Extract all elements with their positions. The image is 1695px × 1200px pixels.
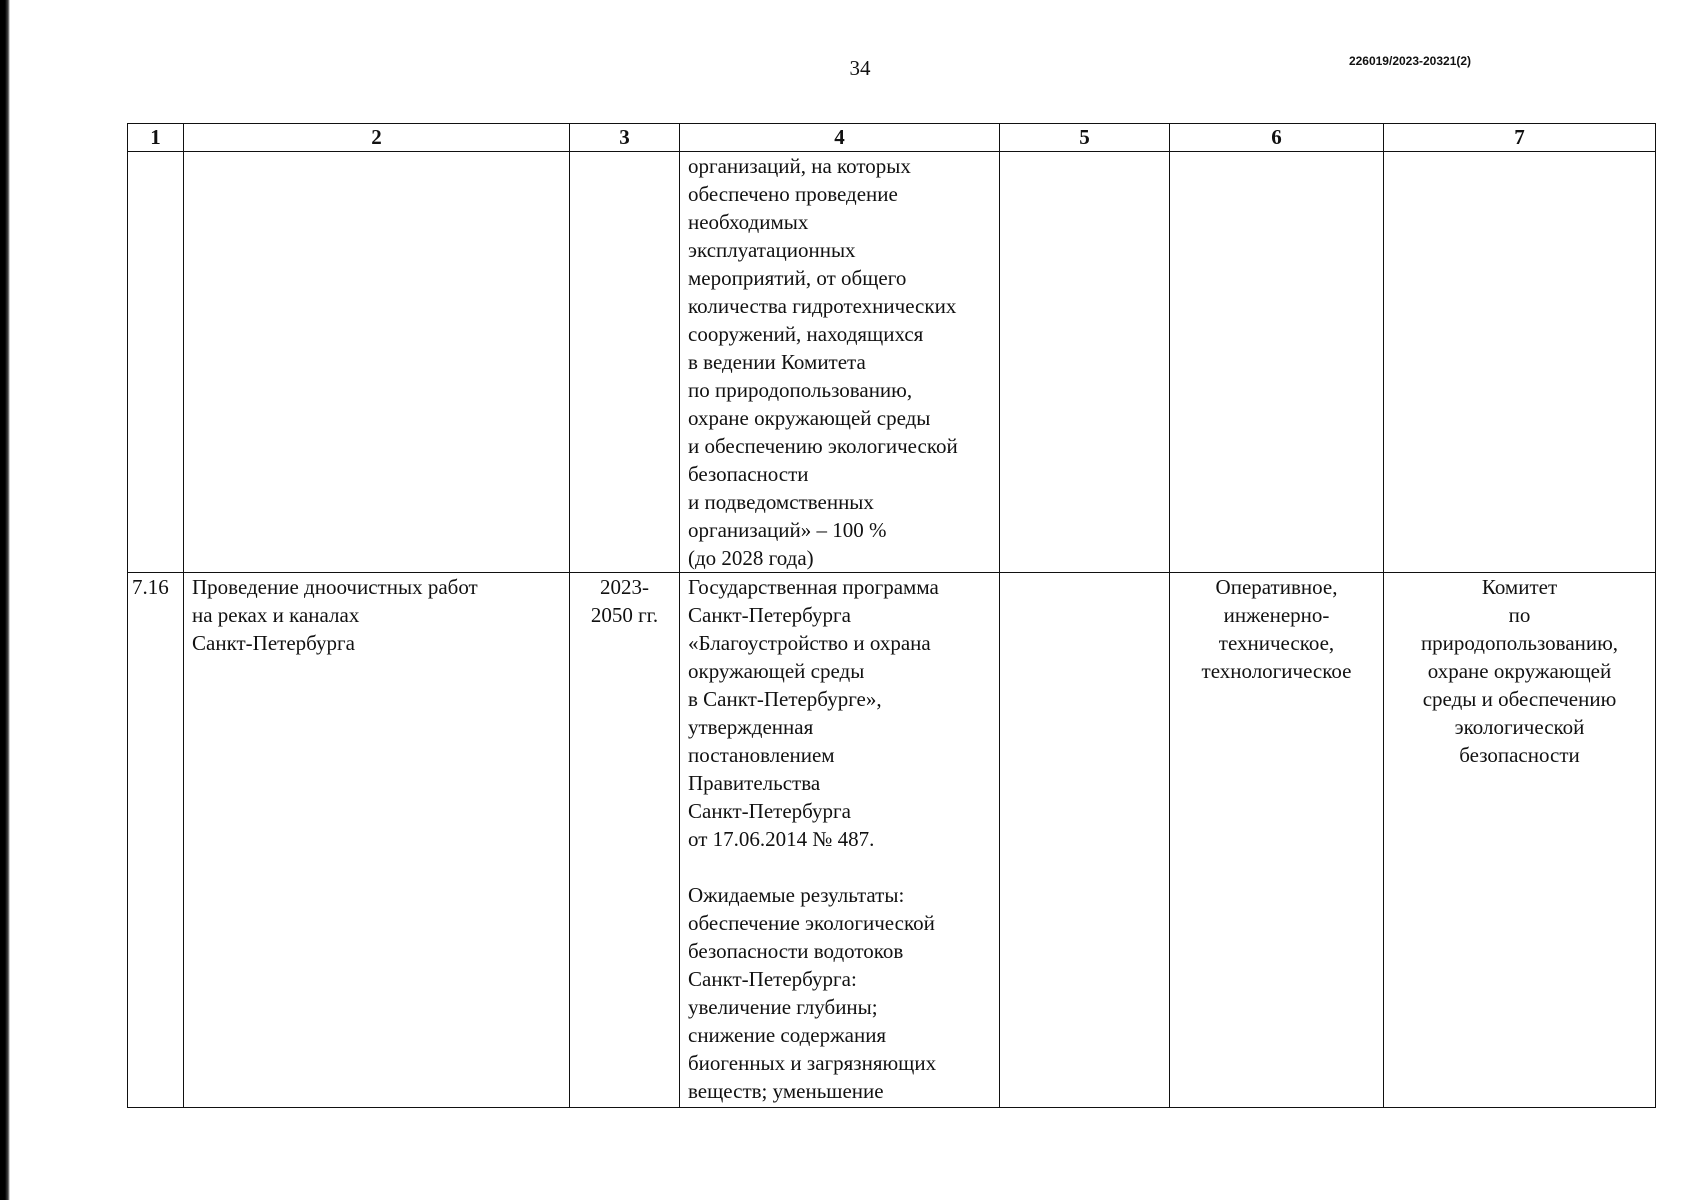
cell-responsible: Комитет по природопользованию, охране окружающей среды и обеспечению экологической безопасности bbox=[1384, 573, 1656, 1108]
cell-direction bbox=[1170, 152, 1384, 573]
column-header-5: 5 bbox=[1000, 124, 1170, 152]
table-row-7-16 bbox=[128, 573, 1656, 1108]
column-header-2: 2 bbox=[184, 124, 570, 152]
cell-number bbox=[128, 152, 184, 573]
cell-responsible bbox=[1384, 152, 1656, 573]
cell-number: 7.16 bbox=[128, 573, 184, 1108]
cell-col5 bbox=[1000, 152, 1170, 573]
table-header-row bbox=[128, 124, 1656, 152]
cell-period: 2023- 2050 гг. bbox=[570, 573, 680, 1108]
scan-edge-shadow bbox=[0, 0, 10, 1200]
cell-program-results: организаций, на которых обеспечено проведение необходимых эксплуатационных мероприятий, от общего количества гидротехнических сооружений, находящихся в ведении Комитета по природопользованию, охране окружающей среды и обеспечению экологической безопасности и подведомственных организаций» – 100 % (до 2028 года) bbox=[680, 152, 1000, 573]
column-header-6: 6 bbox=[1170, 124, 1384, 152]
table-row-continued bbox=[128, 152, 1656, 573]
cell-col5 bbox=[1000, 573, 1170, 1108]
cell-program-results: Государственная программа Санкт-Петербурга «Благоустройство и охрана окружающей среды в Санкт-Петербурге», утвержденная постановлением Правительства Санкт-Петербурга от 17.06.2014 № 487. Ожидаемые результаты: обеспечение экологической безопасности водотоков Санкт-Петербурга: увеличение глубины; снижение содержания биогенных и загрязняющих веществ; уменьшение bbox=[680, 573, 1000, 1108]
document-id: 226019/2023-20321(2) bbox=[1348, 54, 1472, 68]
column-header-4: 4 bbox=[680, 124, 1000, 152]
plan-table bbox=[127, 123, 1656, 1108]
column-header-3: 3 bbox=[570, 124, 680, 152]
cell-activity bbox=[184, 152, 570, 573]
column-header-7: 7 bbox=[1384, 124, 1656, 152]
cell-direction: Оперативное, инженерно- техническое, технологическое bbox=[1170, 573, 1384, 1108]
cell-activity: Проведение дноочистных работ на реках и каналах Санкт-Петербурга bbox=[184, 573, 570, 1108]
column-header-1: 1 bbox=[128, 124, 184, 152]
page-number: 34 bbox=[849, 56, 871, 80]
cell-period bbox=[570, 152, 680, 573]
